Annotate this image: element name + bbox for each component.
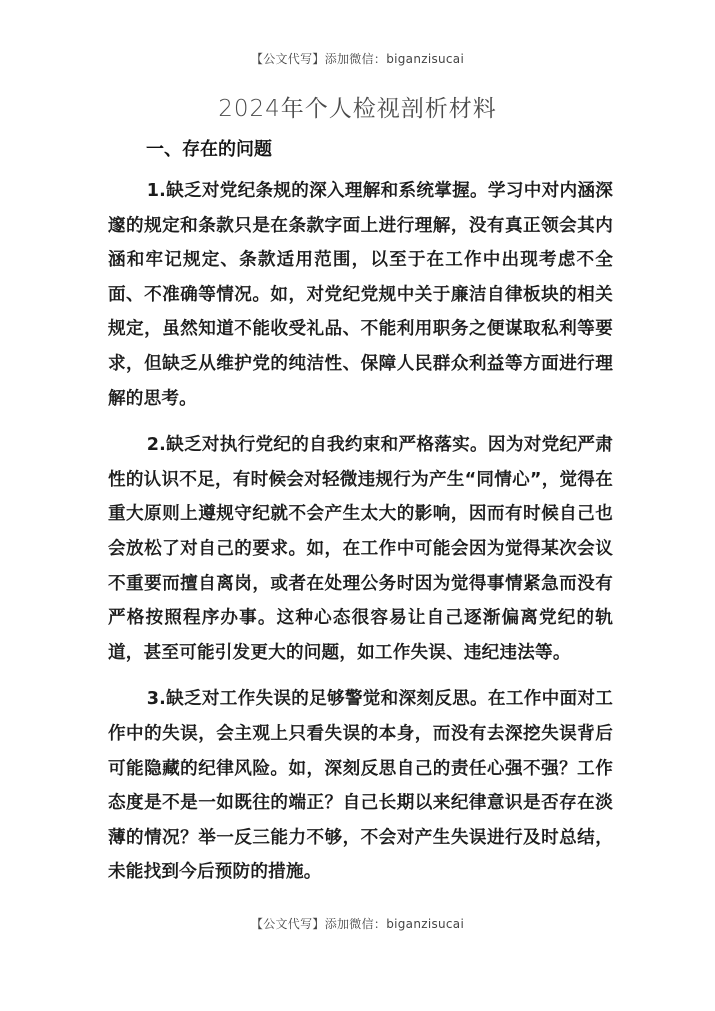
paragraph-2: 2.缺乏对执行党纪的自我约束和严格落实。因为对党纪严肃性的认识不足，有时候会对轻微违规行为产生“同情心”，觉得在重大原则上遵规守纪就不会产生太大的影响，因而有时候自己也会放松了对自己的要求。如，在工作中可能会因为觉得某次会议不重要而擅自离岗，或者在处理公务时因为觉得事情紧急而没有严格按照程序办事。这种心态很容易让自己逐渐偏离党纪的轨道，甚至可能引发更大的问题，如工作失误、违纪违法等。	[108, 435, 613, 663]
paragraph-1: 1.缺乏对党纪条规的深入理解和系统掌握。学习中对内涵深邃的规定和条款只是在条款字面上进行理解，没有真正领会其内涵和牢记规定、条款适用范围，以至于在工作中出现考虑不全面、不准确等情况。如，对党纪党规中关于廉洁自律板块的相关规定，虽然知道不能收受礼品、不能利用职务之便谋取私利等要求，但缺乏从维护党的纯洁性、保障人民群众利益等方面进行理解的思考。	[108, 181, 613, 409]
document-body	[108, 132, 613, 902]
section-heading: 一、存在的问题	[146, 139, 272, 160]
paragraph-3: 3.缺乏对工作失误的足够警觉和深刻反思。在工作中面对工作中的失误，会主观上只看失误的本身，而没有去深挖失误背后可能隐藏的纪律风险。如，深刻反思自己的责任心强不强？工作态度是不是一如既往的端正？自己长期以来纪律意识是否存在淡薄的情况？举一反三能力不够，不会对产生失误进行及时总结，未能找到今后预防的措施。	[108, 689, 613, 883]
page-footer: 【公文代写】添加微信：biganzisucai	[250, 917, 465, 931]
page-header: 【公文代写】添加微信：biganzisucai	[250, 52, 465, 66]
document-title: 2024年个人检视剖析材料	[218, 96, 497, 122]
